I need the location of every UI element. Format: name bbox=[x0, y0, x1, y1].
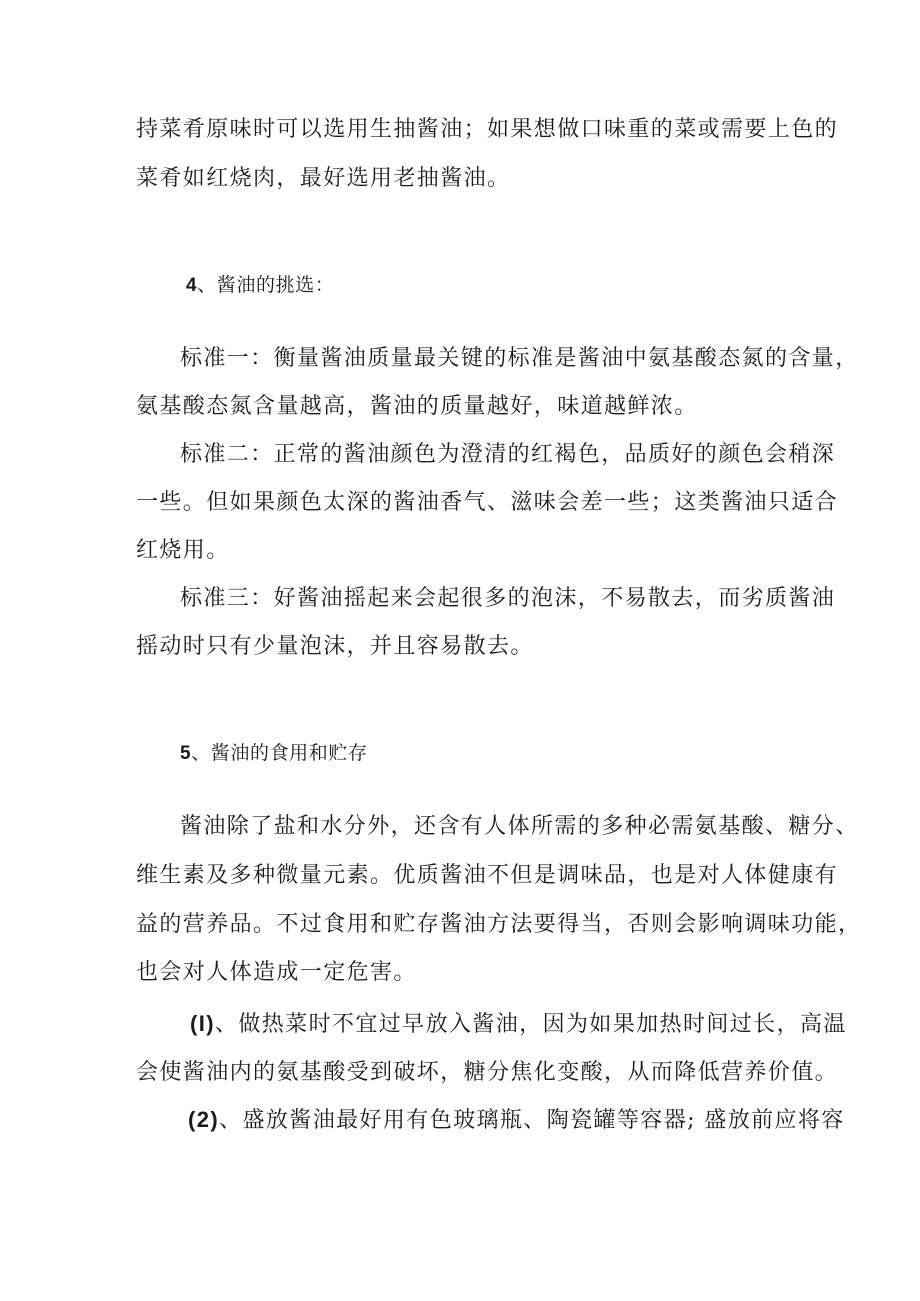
section-heading-4 bbox=[186, 270, 846, 301]
paragraph-line: 酱油除了盐和水分外，还含有人体所需的多种必需氨基酸、糖分、 bbox=[180, 814, 859, 839]
standard-one-line: 标准一：衡量酱油质量最关键的标准是酱油中氨基酸态氮的含量， bbox=[180, 346, 859, 371]
paragraph-line: 益的营养品。不过食用和贮存酱油方法要得当，否则会影响调味功能， bbox=[136, 912, 862, 937]
paragraph-line: 持菜肴原味时可以选用生抽酱油；如果想做口味重的菜或需要上色的 bbox=[136, 117, 839, 142]
heading-number: 4 bbox=[186, 275, 198, 296]
item-text: 、盛放酱油最好用有色玻璃瓶、陶瓷罐等容器; 盛放前应将容 bbox=[219, 1108, 845, 1133]
standard-two-line: 标准二：正常的酱油颜色为澄清的红褐色，品质好的颜色会稍深 bbox=[180, 442, 836, 467]
item-text: 、做热菜时不宜过早放入酱油，因为如果加热时间过长，高温 bbox=[214, 1012, 847, 1037]
item-two-line bbox=[188, 1105, 845, 1136]
section-heading-5 bbox=[180, 738, 840, 769]
paragraph-line: 维生素及多种微量元素。优质酱油不但是调味品，也是对人体健康有 bbox=[136, 863, 839, 888]
standard-three-line: 标准三：好酱油摇起来会起很多的泡沫，不易散去，而劣质酱油 bbox=[180, 586, 836, 611]
heading-number: 5 bbox=[180, 743, 192, 764]
paragraph-line: 也会对人体造成一定危害。 bbox=[136, 960, 417, 985]
item-number: (I) bbox=[190, 1011, 215, 1036]
standard-one-line: 氨基酸态氮含量越高，酱油的质量越好，味道越鲜浓。 bbox=[136, 394, 698, 419]
standard-two-line: 红烧用。 bbox=[136, 538, 230, 563]
item-number: (2) bbox=[188, 1107, 220, 1132]
heading-text: 、酱油的食用和贮存 bbox=[191, 742, 368, 764]
heading-text: 、酱油的挑选： bbox=[197, 274, 335, 296]
standard-three-line: 摇动时只有少量泡沫，并且容易散去。 bbox=[136, 634, 534, 659]
item-one-line: 会使酱油内的氨基酸受到破坏，糖分焦化变酸，从而降低营养价值。 bbox=[136, 1060, 839, 1085]
item-one-line bbox=[190, 1009, 847, 1040]
standard-two-line: 一些。但如果颜色太深的酱油香气、滋味会差一些；这类酱油只适合 bbox=[136, 490, 839, 515]
paragraph-line: 菜肴如红烧肉，最好选用老抽酱油。 bbox=[136, 166, 511, 191]
